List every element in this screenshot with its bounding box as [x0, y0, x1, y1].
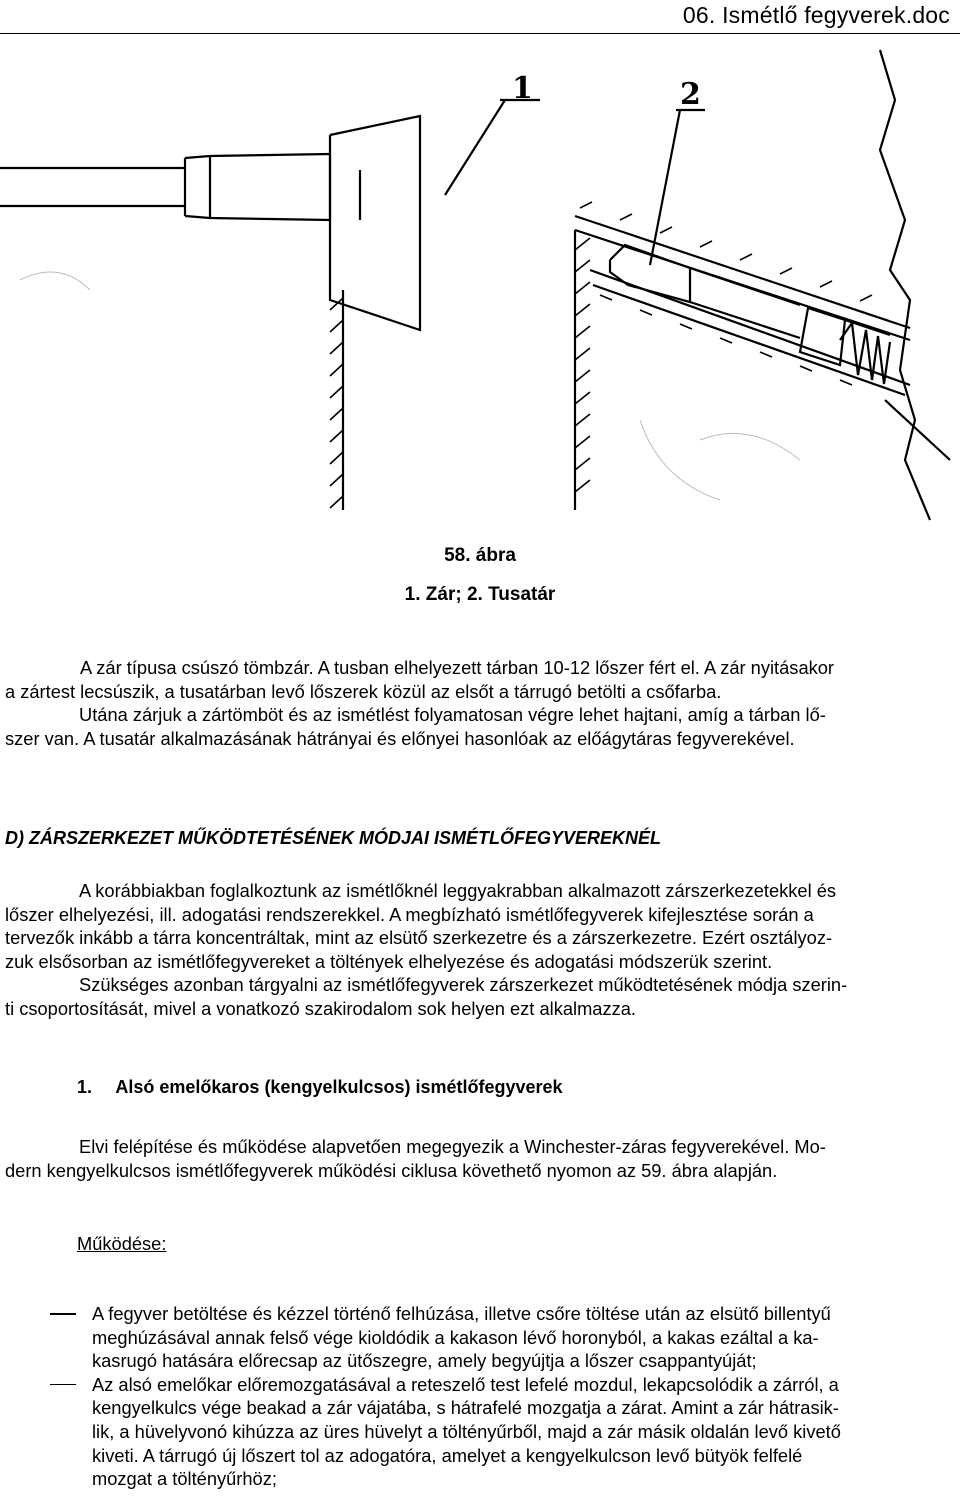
paragraph-line: szer van. A tusatár alkalmazásának hátrányai és előnyei hasonlóak az előágytáras fegyverekével. [5, 727, 795, 749]
paragraph-line: A korábbiakban foglalkoztunk az ismétlőknél leggyakrabban alkalmazott zárszerkezetekkel és [79, 880, 837, 901]
list-line: kiveti. A tárrugó új lőszert tol az adogatóra, amelyet a kengyelkulcson levő bütyök felfelé [92, 1444, 803, 1466]
paragraph-line: A zár típusa csúszó tömbzár. A tusban elhelyezett tárban 10-12 lőszer fért el. A zár nyitásakor [80, 657, 835, 678]
paragraph-elvi-felepites [5, 1135, 955, 1182]
subsection-number: 1. [77, 1077, 93, 1097]
subsection-heading [77, 1077, 563, 1098]
list-line: Az alsó emelőkar előremozgatásával a reteszelő test lefelé mozdul, lekapcsolódik a zárról, a [92, 1373, 839, 1395]
paragraph-line: Szükséges azonban tárgyalni az ismétlőfegyverek zárszerkezet működtetésének módja szerin- [79, 974, 848, 996]
list-line: A fegyver betöltése és kézzel történő felhúzása, illetve csőre töltése után az elsütő billentyű [92, 1303, 831, 1324]
list-line: kengyelkulcs vége beakad a zár vájatába, s hátrafelé mozgatja a zárat. Amint a zár hátrasik- [92, 1397, 839, 1419]
list-item [5, 1373, 955, 1491]
figure-label-2: 2 [680, 77, 701, 112]
paragraph-line: ti csoportosítását, mivel a vonatkozó szakirodalom sok helyen ezt alkalmazza. [5, 997, 636, 1019]
list-line: lik, a hüvelyvonó kihúzza az üres hüvelyt a töltényűrből, majd a zár másik oldalán levő kivető [92, 1420, 841, 1442]
figure-caption-text: 1. Zár; 2. Tusatár [404, 584, 556, 605]
header-rule [0, 33, 960, 34]
paragraph-tusatar [5, 656, 955, 750]
paragraph-zarszerkezet [5, 879, 955, 1021]
subsection-title: Alsó emelőkaros (kengyelkulcsos) ismétlőfegyverek [115, 1077, 563, 1097]
paragraph-line: a zártest lecsúszik, a tusatárban levő lőszerek közül az elsőt a tárrugó betölti a csőfarba. [5, 680, 722, 702]
document-header-title: 06. Ismétlő fegyverek.doc [682, 2, 950, 28]
figure-label-1: 1 [512, 71, 533, 106]
list-line: mozgat a töltényűrhöz; [92, 1468, 277, 1490]
figure-caption-number: 58. ábra [444, 545, 516, 566]
section-heading: D) ZÁRSZERKEZET MŰKÖDTETÉSÉNEK MÓDJAI ISMÉTLŐFEGYVEREKNÉL [5, 828, 662, 848]
dash-bullet-icon [50, 1384, 76, 1386]
paragraph-line: zuk elsősorban az ismétlőfegyvereket a töltények elhelyezése és adogatási módszerük szerint. [5, 950, 773, 972]
dash-bullet-icon [50, 1313, 76, 1315]
list-line: kasrugó hatására előrecsap az ütőszegre, amely begyújtja a lőszer csappantyúját; [92, 1350, 757, 1372]
paragraph-line: lőszer elhelyezési, ill. adogatási rendszerekkel. A megbízható ismétlőfegyverek kifejlesztése során a [5, 903, 814, 925]
technical-drawing-figure [0, 40, 960, 540]
paragraph-line: Elvi felépítése és működése alapvetően megegyezik a Winchester-záras fegyverekével. Mo- [79, 1136, 826, 1157]
operation-list [5, 1302, 955, 1491]
paragraph-line: tervezők inkább a tárra koncentráltak, mint az elsütő szerkezetre és a zárszerkezetre. Ezért osztályoz- [5, 927, 833, 949]
paragraph-line: Utána zárjuk a zártömböt és az ismétlést folyamatosan végre lehet hajtani, amíg a tárban lő- [79, 704, 826, 726]
paragraph-line: dern kengyelkulcsos ismétlőfegyverek működési ciklusa követhető nyomon az 59. ábra alapján. [5, 1159, 778, 1181]
list-item [5, 1302, 955, 1373]
mukodese-label: Működése: [77, 1233, 167, 1254]
list-line: meghúzásával annak felső vége kioldódik a kakason lévő horonyból, a kakas ezáltal a ka- [92, 1326, 819, 1348]
